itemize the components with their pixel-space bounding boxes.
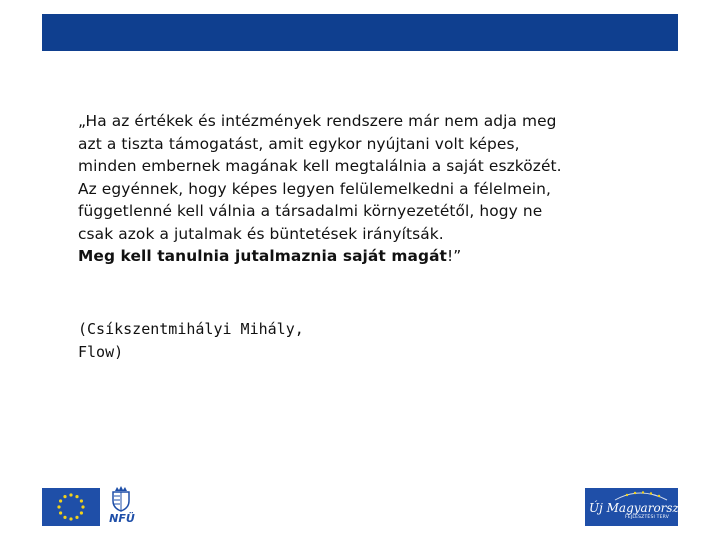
attribution: [78, 318, 304, 364]
quote-bold-text: Meg kell tanulnia jutalmaznia saját magát: [78, 247, 448, 265]
quote-line: csak azok a jutalmak és büntetések irányítsák.: [78, 224, 444, 243]
eu-star: [63, 516, 66, 519]
header-band: [0, 0, 720, 52]
eu-star: [80, 499, 83, 502]
eu-star: [59, 499, 62, 502]
nfu-label: NFÜ: [109, 512, 135, 525]
eu-star: [81, 505, 84, 508]
uj-magyarorszag-subtitle: FEJLESZTÉSI TERV: [625, 515, 670, 520]
quote-line: függetlenné kell válnia a társadalmi környezetétől, hogy ne: [78, 202, 543, 220]
quote-line: azt a tiszta támogatást, amit egykor nyújtani volt képes,: [78, 134, 520, 153]
uj-magyarorszag-title: Új Magyarország: [589, 501, 694, 515]
coat-of-arms-icon: [110, 486, 132, 512]
eu-star: [63, 495, 66, 498]
quote-block: [78, 110, 678, 268]
attribution-author: (Csíkszentmihályi Mihály,: [78, 320, 304, 338]
nfu-logo: [106, 486, 136, 528]
quote-line: „Ha az értékek és intézmények rendszere már nem adja meg: [78, 112, 557, 130]
eu-star: [57, 505, 60, 508]
eu-star: [69, 493, 72, 496]
eu-star: [75, 495, 78, 498]
eu-star: [80, 511, 83, 514]
quote-line: Az egyénnek, hogy képes legyen felülemelkedni a félelmein,: [78, 179, 551, 198]
quote-closing-mark: !”: [447, 247, 462, 265]
eu-star: [59, 511, 62, 514]
header-bar: [42, 14, 678, 51]
uj-magyarorszag-logo: [585, 488, 694, 526]
eu-star: [69, 517, 72, 520]
eu-flag-icon: [42, 488, 100, 526]
attribution-work: Flow): [78, 343, 124, 361]
eu-star: [75, 516, 78, 519]
quote-line: minden embernek magának kell megtalálnia a saját eszközét.: [78, 157, 562, 175]
quote-bold-line: [78, 245, 678, 268]
